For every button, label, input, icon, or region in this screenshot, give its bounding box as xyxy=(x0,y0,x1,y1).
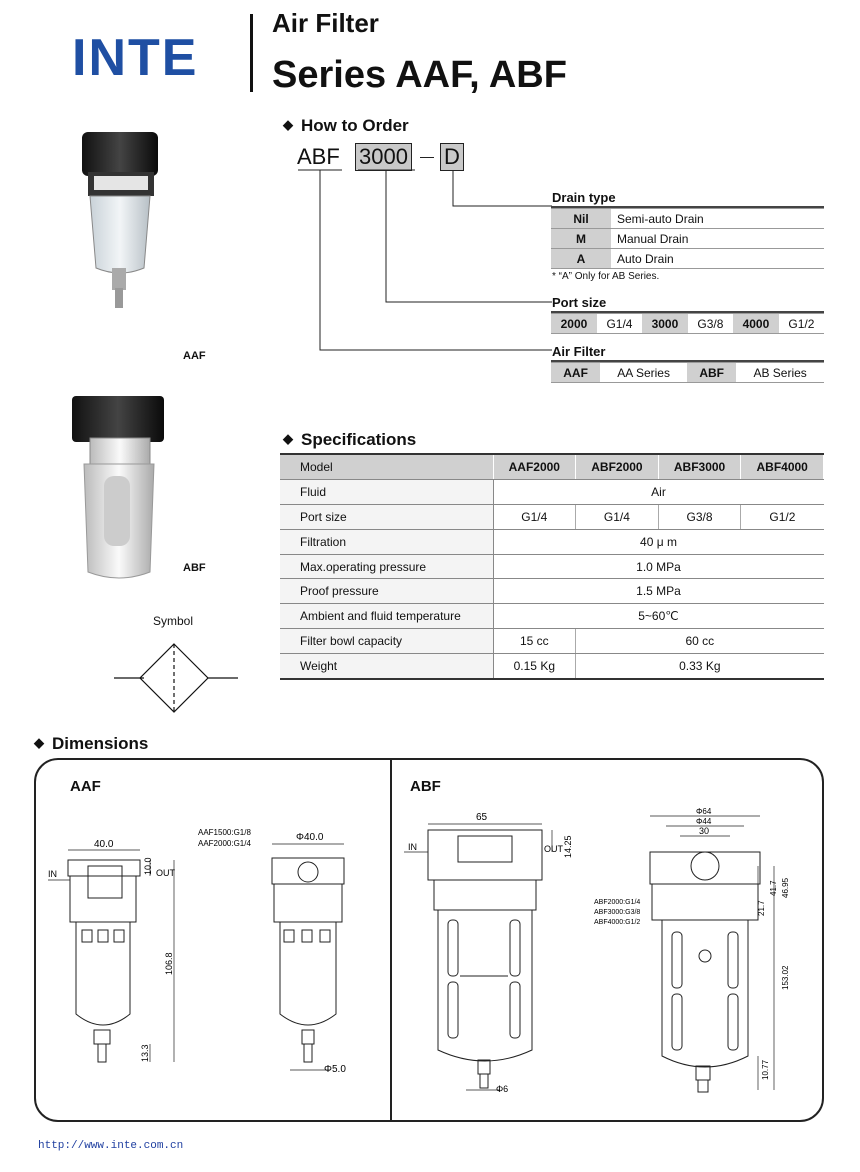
spec-value: 0.33 Kg xyxy=(576,653,824,678)
page-title: Series AAF, ABF xyxy=(272,54,567,96)
spec-row-proof-pressure xyxy=(280,579,824,604)
header-divider xyxy=(250,14,253,92)
spec-row-max-pressure xyxy=(280,554,824,579)
spec-header-row xyxy=(280,455,824,480)
aaf-photo-label: AAF xyxy=(183,350,206,362)
spec-bottom-rule xyxy=(280,678,824,680)
spec-value: G3/8 xyxy=(658,505,741,530)
abf-in-label: IN xyxy=(408,842,417,852)
air-filter-title: Air Filter xyxy=(552,344,606,359)
brand-logo: INTE xyxy=(72,29,199,87)
spec-value: G1/2 xyxy=(741,505,824,530)
spec-value: G1/4 xyxy=(576,505,659,530)
abf-h153: 153.02 xyxy=(781,965,790,990)
port-size-table xyxy=(551,313,824,334)
page-subtitle: Air Filter xyxy=(272,8,379,38)
spec-table xyxy=(280,455,824,679)
drain-value: Manual Drain xyxy=(611,229,824,249)
air-filter-table xyxy=(551,362,824,383)
spec-header-cell: ABF2000 xyxy=(576,455,659,480)
filter-symbol xyxy=(110,640,240,716)
spec-header-model: Model xyxy=(280,455,493,480)
abf-w30: 30 xyxy=(699,826,710,836)
code-drain: D xyxy=(440,143,464,171)
aaf-drain-dim: 13.3 xyxy=(140,1044,150,1062)
abf-h21: 21.7 xyxy=(757,900,766,916)
filter-series: AB Series xyxy=(736,363,824,383)
aaf-port-note-1: AAF1500:G1/8 xyxy=(198,828,251,837)
drain-value: Auto Drain xyxy=(611,249,824,269)
abf-dimension-drawing xyxy=(396,800,816,1110)
port-thread: G3/8 xyxy=(688,314,733,334)
spec-label: Filtration xyxy=(280,529,493,554)
spec-value: 40 μ m xyxy=(493,529,824,554)
spec-label: Weight xyxy=(280,653,493,678)
filter-code: ABF xyxy=(687,363,736,383)
drain-type-table xyxy=(551,208,824,269)
drain-row xyxy=(551,229,824,249)
code-port: 3000 xyxy=(355,143,412,171)
port-code: 4000 xyxy=(733,314,779,334)
code-series: ABF xyxy=(297,144,340,169)
port-code: 3000 xyxy=(642,314,688,334)
spec-label: Filter bowl capacity xyxy=(280,629,493,654)
drain-row xyxy=(551,209,824,229)
aaf-dim-label: AAF xyxy=(70,778,101,795)
abf-dia-64: Φ64 xyxy=(696,807,712,816)
abf-photo-label: ABF xyxy=(183,562,206,574)
spec-row-filtration xyxy=(280,529,824,554)
spec-value: 15 cc xyxy=(493,629,576,654)
abf-product-photo xyxy=(64,392,174,592)
how-to-order-heading: ◆ How to Order xyxy=(283,116,409,135)
spec-value: 0.15 Kg xyxy=(493,653,576,678)
dimensions-title: Dimensions xyxy=(52,734,149,753)
aaf-port-note-2: AAF2000:G1/4 xyxy=(198,839,251,848)
abf-h46: 46.95 xyxy=(781,877,790,898)
spec-label: Max.operating pressure xyxy=(280,554,493,579)
drain-key: M xyxy=(551,229,611,249)
spec-row-bowl-capacity xyxy=(280,629,824,654)
drain-row xyxy=(551,249,824,269)
abf-drain-dim: Φ6 xyxy=(496,1084,509,1094)
spec-header-cell: AAF2000 xyxy=(493,455,576,480)
aaf-dimension-drawing xyxy=(40,800,385,1110)
dimensions-heading: ◆ Dimensions xyxy=(34,734,149,753)
port-thread: G1/2 xyxy=(779,314,824,334)
filter-code: AAF xyxy=(551,363,600,383)
spec-row-port-size xyxy=(280,505,824,530)
drain-key: Nil xyxy=(551,209,611,229)
abf-h10: 10.77 xyxy=(761,1059,770,1080)
filter-series: AA Series xyxy=(600,363,687,383)
aaf-in-label: IN xyxy=(48,869,57,879)
abf-dia-44: Φ44 xyxy=(696,817,712,826)
spec-value: Air xyxy=(493,480,824,505)
spec-row-weight xyxy=(280,653,824,678)
spec-value: 60 cc xyxy=(576,629,824,654)
spec-value: G1/4 xyxy=(493,505,576,530)
aaf-top-dim: 10.0 xyxy=(143,857,153,875)
abf-port-note-1: ABF2000:G1/4 xyxy=(594,899,641,906)
spec-row-temperature xyxy=(280,604,824,629)
port-size-title: Port size xyxy=(552,295,607,310)
spec-label: Fluid xyxy=(280,480,493,505)
drain-key: A xyxy=(551,249,611,269)
aaf-side-drain-dim: Φ5.0 xyxy=(324,1064,346,1075)
abf-out-label: OUT xyxy=(544,844,563,854)
port-thread: G1/4 xyxy=(597,314,642,334)
abf-top-dim: 14.25 xyxy=(563,835,573,858)
how-to-order-title: How to Order xyxy=(301,116,409,135)
specifications-heading: ◆ Specifications xyxy=(283,430,417,449)
symbol-label: Symbol xyxy=(153,614,194,628)
aaf-width-dim: 40.0 xyxy=(94,839,114,850)
footer-url-link[interactable]: http://www.inte.com.cn xyxy=(38,1140,184,1152)
code-dash xyxy=(420,157,434,158)
drain-type-title: Drain type xyxy=(552,190,616,205)
drain-value: Semi-auto Drain xyxy=(611,209,824,229)
port-code: 2000 xyxy=(551,314,597,334)
abf-port-note-3: ABF4000:G1/2 xyxy=(594,919,641,926)
spec-value: 1.5 MPa xyxy=(493,579,824,604)
aaf-out-label: OUT xyxy=(156,868,175,878)
aaf-height-dim: 106.8 xyxy=(164,952,174,975)
aaf-side-width-dim: Φ40.0 xyxy=(296,832,324,843)
abf-dim-label: ABF xyxy=(410,778,441,795)
spec-label: Ambient and fluid temperature xyxy=(280,604,493,629)
abf-h41: 41.7 xyxy=(769,880,778,896)
spec-header-cell: ABF3000 xyxy=(658,455,741,480)
spec-header-cell: ABF4000 xyxy=(741,455,824,480)
aaf-product-photo xyxy=(70,128,170,328)
spec-value: 5~60℃ xyxy=(493,604,824,629)
spec-label: Proof pressure xyxy=(280,579,493,604)
abf-port-note-2: ABF3000:G3/8 xyxy=(594,909,641,916)
spec-label: Port size xyxy=(280,505,493,530)
abf-width-dim: 65 xyxy=(476,812,488,823)
dimensions-divider xyxy=(390,758,392,1122)
specifications-title: Specifications xyxy=(301,430,417,449)
order-connector-lines xyxy=(290,168,560,358)
drain-note: * “A” Only for AB Series. xyxy=(552,271,660,282)
spec-row-fluid xyxy=(280,480,824,505)
spec-value: 1.0 MPa xyxy=(493,554,824,579)
